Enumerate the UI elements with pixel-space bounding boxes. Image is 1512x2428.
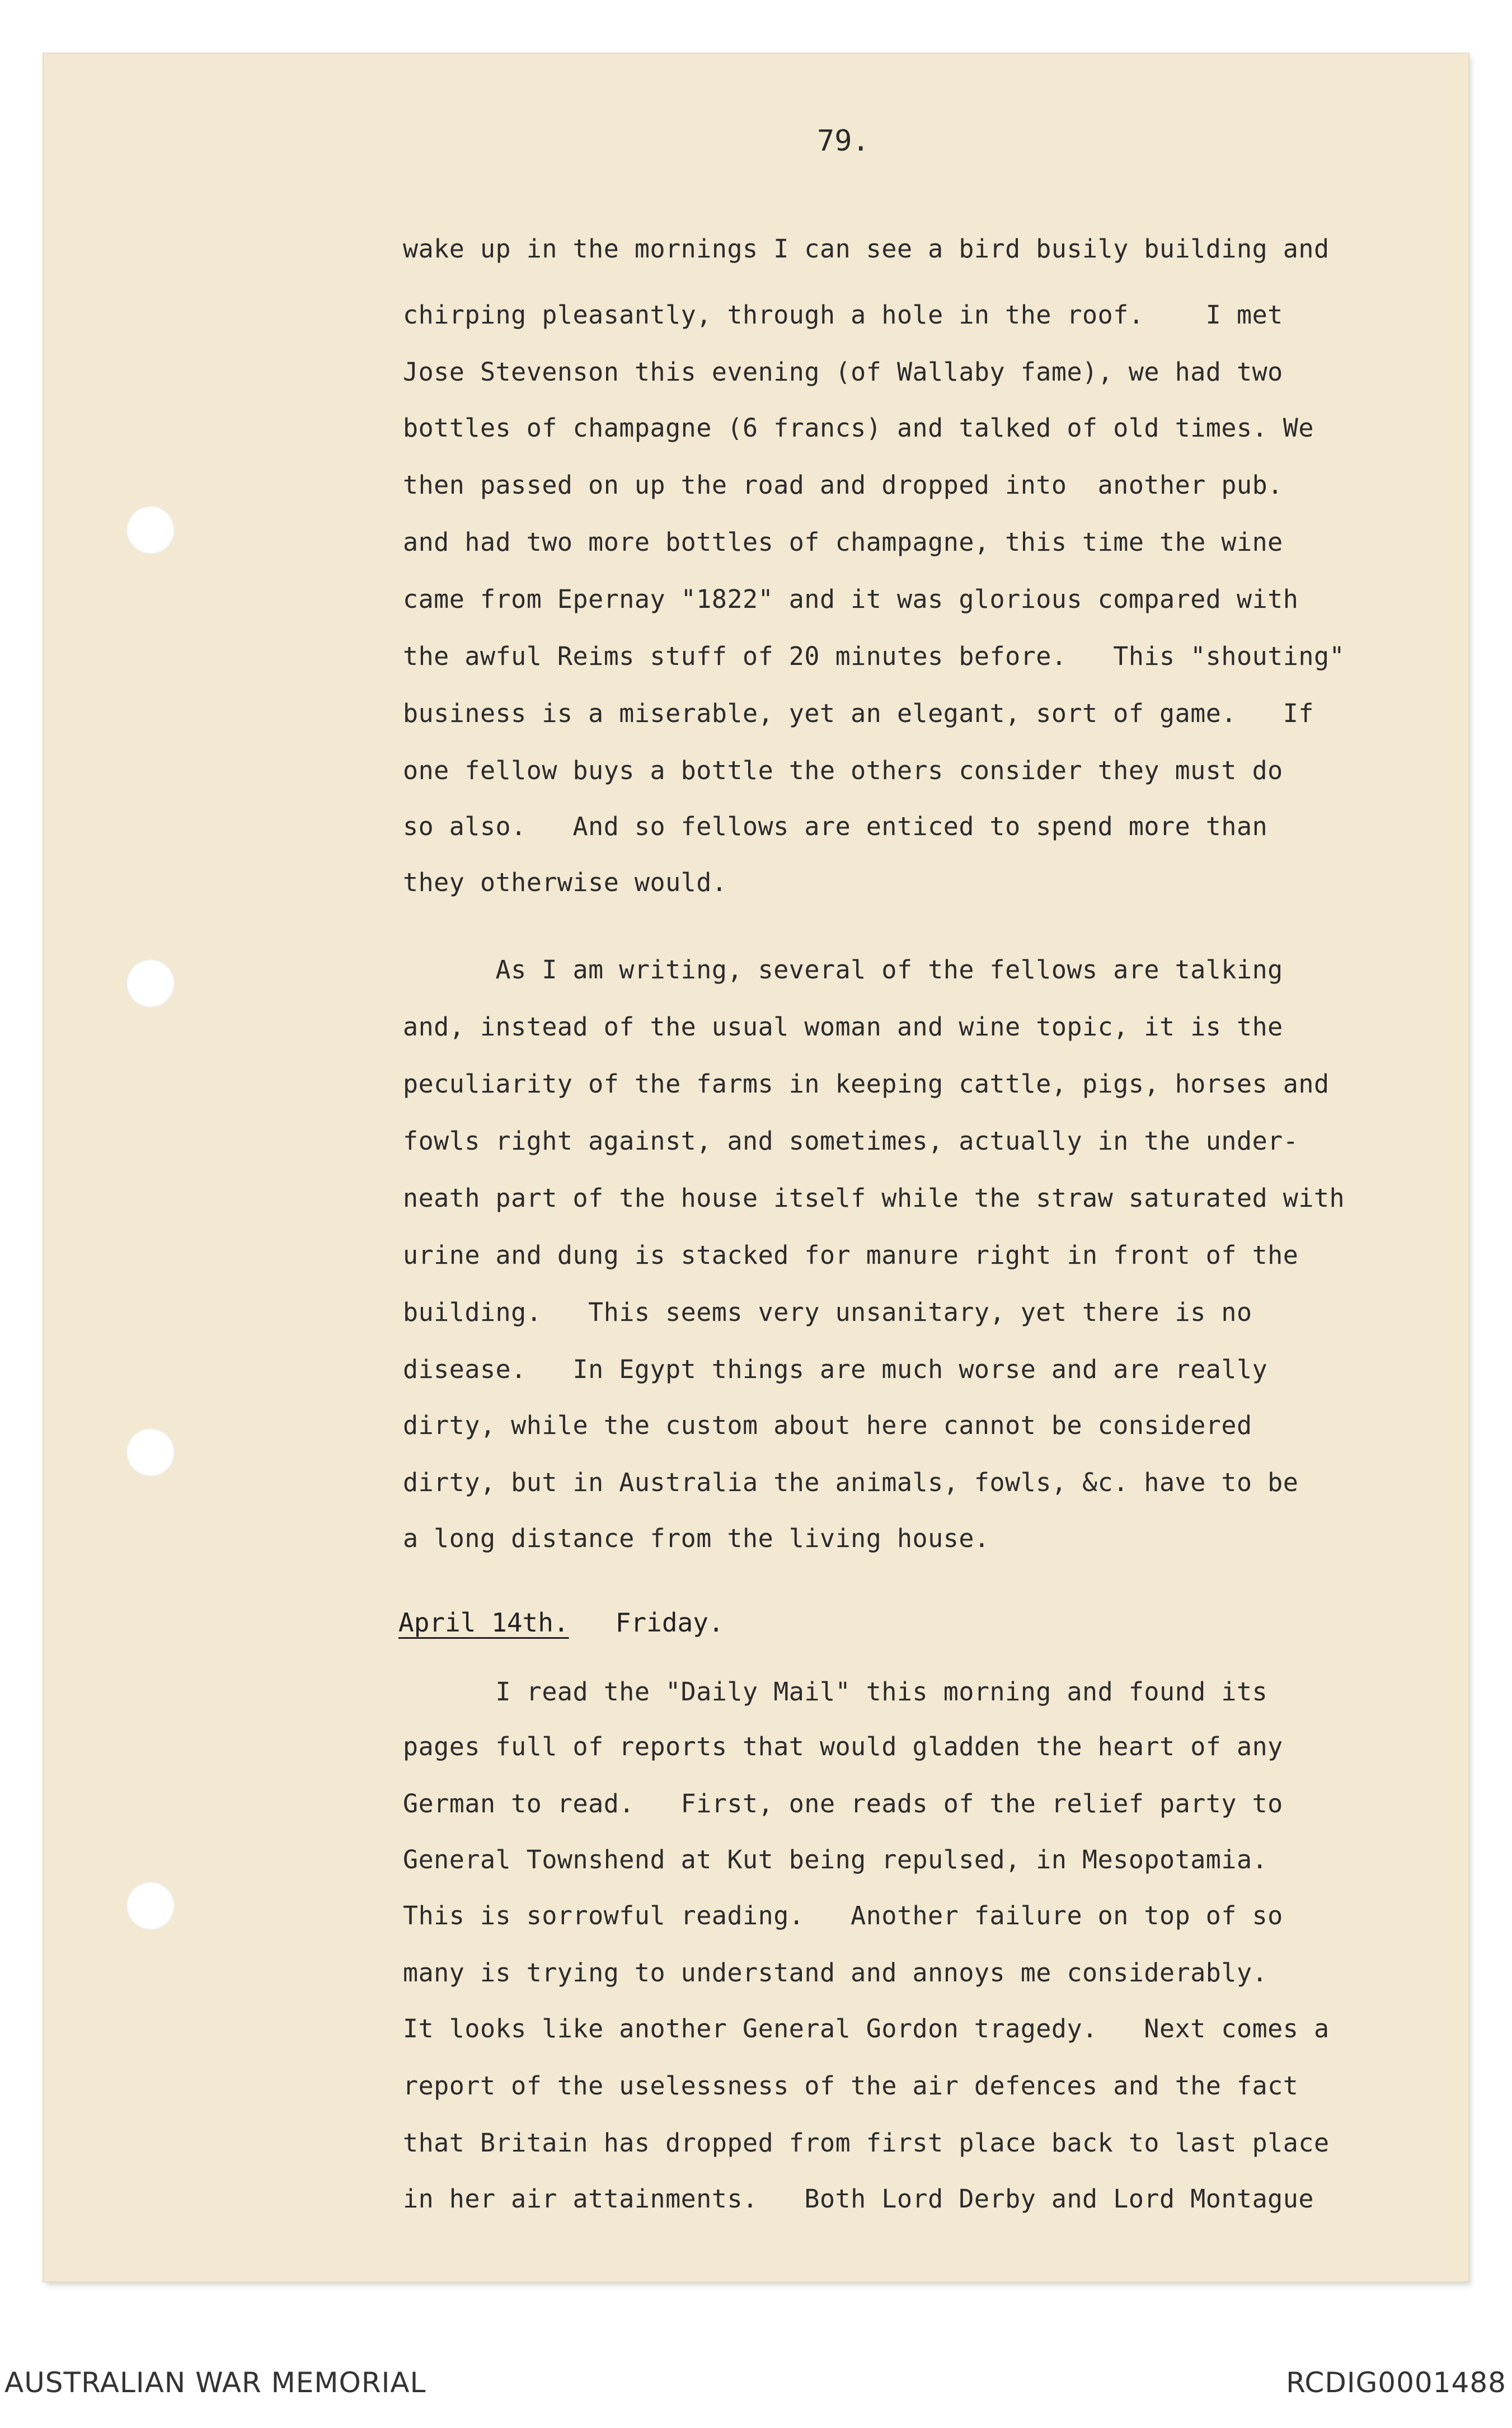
document-sheet (44, 54, 1468, 2281)
text-line: that Britain has dropped from first place back to last place (403, 2128, 1330, 2158)
text-line: chirping pleasantly, through a hole in the roof. I met (403, 300, 1283, 330)
text-line: building. This seems very unsanitary, yet there is no (403, 1297, 1252, 1327)
entry-day: Friday. (615, 1607, 724, 1638)
footer-item-id: RCDIG0001488 (1286, 2366, 1506, 2399)
punch-hole-4 (126, 1882, 175, 1930)
text-line: General Townshend at Kut being repulsed, in Mesopotamia. (403, 1845, 1268, 1874)
text-line: peculiarity of the farms in keeping cattle, pigs, horses and (403, 1069, 1330, 1099)
text-line: dirty, but in Australia the animals, fowls, &c. have to be (403, 1468, 1299, 1497)
punch-hole-3 (126, 1428, 175, 1477)
text-line: Jose Stevenson this evening (of Wallaby fame), we had two (403, 357, 1283, 387)
text-line: This is sorrowful reading. Another failure on top of so (403, 1901, 1283, 1930)
text-line: the awful Reims stuff of 20 minutes before. This "shouting" (403, 641, 1345, 671)
text-line: so also. And so fellows are enticed to spend more than (403, 812, 1268, 841)
text-line: bottles of champagne (6 francs) and talked of old times. We (403, 413, 1314, 443)
text-line: It looks like another General Gordon tragedy. Next comes a (403, 2014, 1330, 2043)
text-line: one fellow buys a bottle the others consider they must do (403, 756, 1283, 785)
text-line: As I am writing, several of the fellows are talking (403, 955, 1283, 985)
text-line: they otherwise would. (403, 868, 727, 897)
text-line: urine and dung is stacked for manure right in front of the (403, 1240, 1299, 1270)
text-line: business is a miserable, yet an elegant, sort of game. If (403, 699, 1314, 728)
text-line: dirty, while the custom about here cannot be considered (403, 1410, 1252, 1440)
text-line: then passed on up the road and dropped into another pub. (403, 470, 1283, 500)
text-line: disease. In Egypt things are much worse and are really (403, 1354, 1268, 1384)
text-line: in her air attainments. Both Lord Derby and Lord Montague (403, 2184, 1314, 2214)
text-line: I read the "Daily Mail" this morning and found its (403, 1677, 1268, 1707)
text-line: wake up in the mornings I can see a bird busily building and (403, 234, 1330, 264)
punch-hole-1 (126, 506, 175, 554)
footer-institution: AUSTRALIAN WAR MEMORIAL (4, 2366, 426, 2399)
entry-date: April 14th. (398, 1607, 569, 1638)
text-line: neath part of the house itself while the straw saturated with (403, 1183, 1345, 1213)
text-line: report of the uselessness of the air defences and the fact (403, 2071, 1299, 2101)
text-line: and, instead of the usual woman and wine topic, it is the (403, 1012, 1283, 1042)
text-line: came from Epernay "1822" and it was glorious compared with (403, 584, 1299, 614)
text-line: a long distance from the living house. (403, 1524, 990, 1553)
punch-hole-2 (126, 959, 175, 1007)
entry-heading (398, 1607, 724, 1638)
text-line: German to read. First, one reads of the relief party to (403, 1789, 1283, 1818)
text-line: pages full of reports that would gladden the heart of any (403, 1732, 1283, 1761)
text-line: and had two more bottles of champagne, this time the wine (403, 527, 1283, 557)
text-line: fowls right against, and sometimes, actually in the under- (403, 1126, 1299, 1156)
page-number: 79. (817, 124, 870, 158)
text-line: many is trying to understand and annoys me considerably. (403, 1958, 1268, 1988)
